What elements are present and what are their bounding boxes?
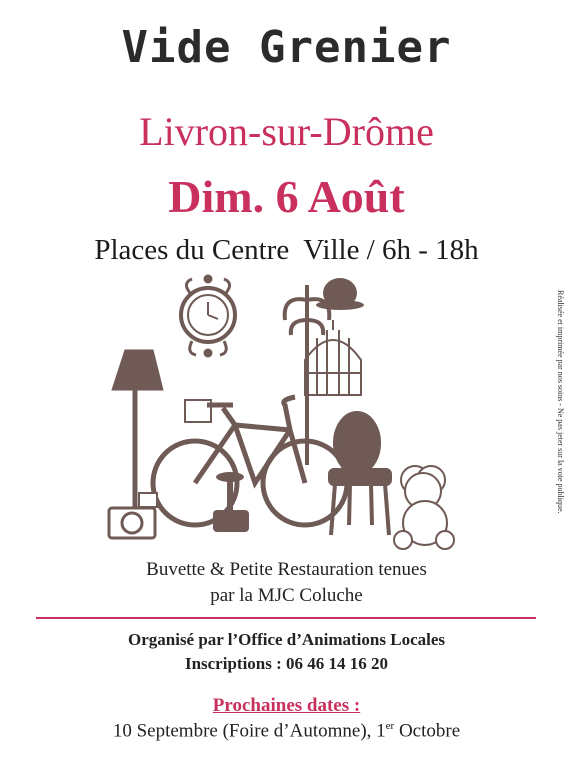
side-note: Réalisée et imprimée par nos soins - Ne pas jeter sur la voie publique. [556,290,565,514]
poster-title: Vide Grenier [121,22,452,73]
divider [36,617,536,619]
wall-clock-icon [181,275,235,357]
next-dates-label: Prochaines dates : [212,695,361,716]
organizer: Organisé par l’Office d’Animations Locales [128,630,445,649]
buvette-line-2: par la MJC Coluche [210,585,363,606]
poster-date: Dim. 6 Août [168,171,405,222]
birdcage-icon [305,320,361,395]
bicycle-icon [153,397,347,525]
poster-location: Places du Centre Ville / 6h - 18h [94,234,479,266]
next-dates: 10 Septembre (Foire d’Automne), 1er Octobre [112,720,461,742]
hat-icon [316,278,364,310]
brocante-illustration [95,265,475,555]
telephone-icon [213,472,249,532]
inscriptions: Inscriptions : 06 46 14 16 20 [184,654,389,673]
teddy-bear-icon [394,466,454,549]
chair-icon [330,413,390,535]
buvette-line-1: Buvette & Petite Restauration tenues [146,559,427,580]
poster-town: Livron-sur-Drôme [139,109,434,154]
